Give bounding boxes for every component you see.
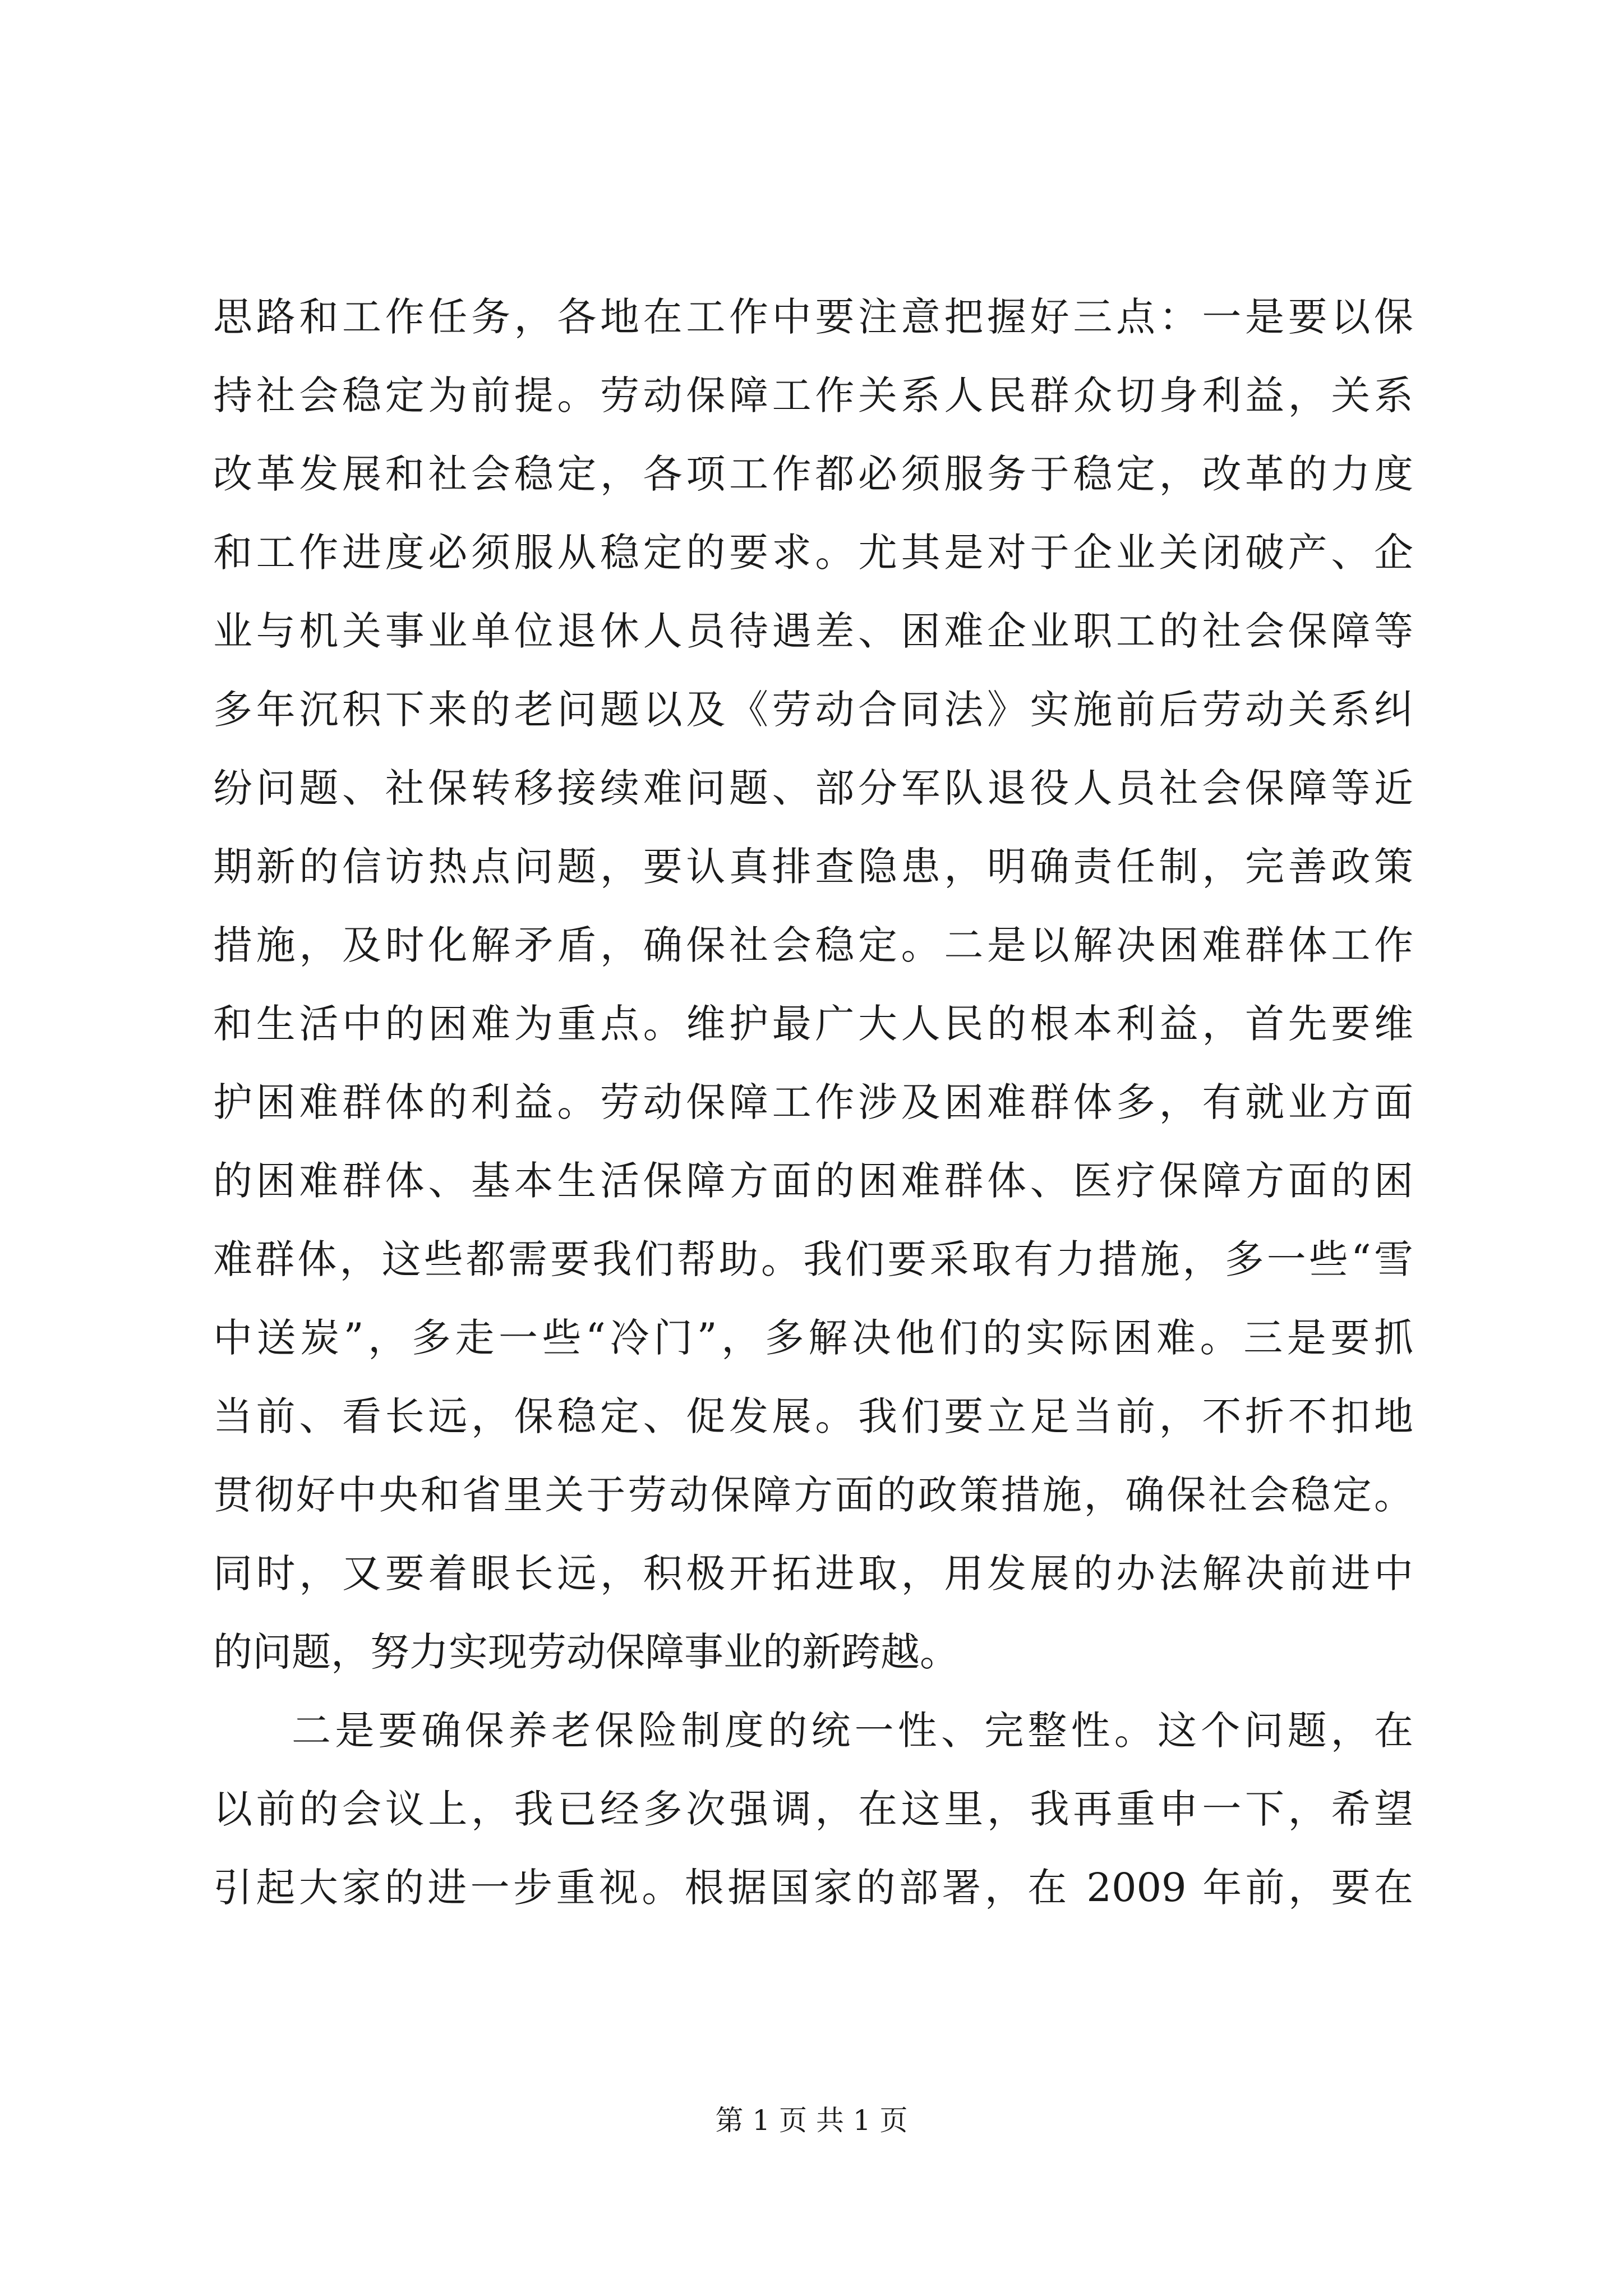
text-line: 业与机关事业单位退休人员待遇差、困难企业职工的社会保障等 (213, 608, 1413, 654)
paragraph-start-line: 二是要确保养老保险制度的统一性、完整性。这个问题，在 (292, 1708, 1413, 1754)
text-line: 难群体，这些都需要我们帮助。我们要采取有力措施，多一些“雪 (213, 1236, 1413, 1282)
paragraph-end-line: 的问题，努力实现劳动保障事业的新跨越。 (213, 1629, 959, 1675)
text-line: 持社会稳定为前提。劳动保障工作关系人民群众切身利益，关系 (213, 372, 1413, 418)
text-line: 期新的信访热点问题，要认真排查隐患，明确责任制，完善政策 (213, 844, 1413, 890)
text-line: 思路和工作任务，各地在工作中要注意把握好三点：一是要以保 (213, 294, 1413, 340)
document-body (213, 278, 1413, 1927)
text-line: 和工作进度必须服从稳定的要求。尤其是对于企业关闭破产、企 (213, 530, 1413, 576)
text-line: 贯彻好中央和省里关于劳动保障方面的政策措施，确保社会稳定。 (213, 1472, 1413, 1518)
text-line: 的困难群体、基本生活保障方面的困难群体、医疗保障方面的困 (213, 1158, 1413, 1204)
text-line: 和生活中的困难为重点。维护最广大人民的根本利益，首先要维 (213, 1001, 1413, 1047)
text-line: 中送炭”，多走一些“冷门”，多解决他们的实际困难。三是要抓 (213, 1315, 1413, 1361)
text-line: 纷问题、社保转移接续难问题、部分军队退役人员社会保障等近 (213, 765, 1413, 811)
text-line: 当前、看长远，保稳定、促发展。我们要立足当前，不折不扣地 (213, 1393, 1413, 1439)
text-line: 多年沉积下来的老问题以及《劳动合同法》实施前后劳动关系纠 (213, 687, 1413, 733)
text-line: 以前的会议上，我已经多次强调，在这里，我再重申一下，希望 (213, 1786, 1413, 1832)
text-line: 措施，及时化解矛盾，确保社会稳定。二是以解决困难群体工作 (213, 922, 1413, 968)
text-line: 引起大家的进一步重视。根据国家的部署，在 2009 年前，要在 (213, 1865, 1413, 1911)
text-line: 护困难群体的利益。劳动保障工作涉及困难群体多，有就业方面 (213, 1079, 1413, 1125)
text-line: 同时，又要着眼长远，积极开拓进取，用发展的办法解决前进中 (213, 1550, 1413, 1596)
page-number-footer: 第 1 页 共 1 页 (715, 2104, 908, 2137)
text-line: 改革发展和社会稳定，各项工作都必须服务于稳定，改革的力度 (213, 451, 1413, 497)
